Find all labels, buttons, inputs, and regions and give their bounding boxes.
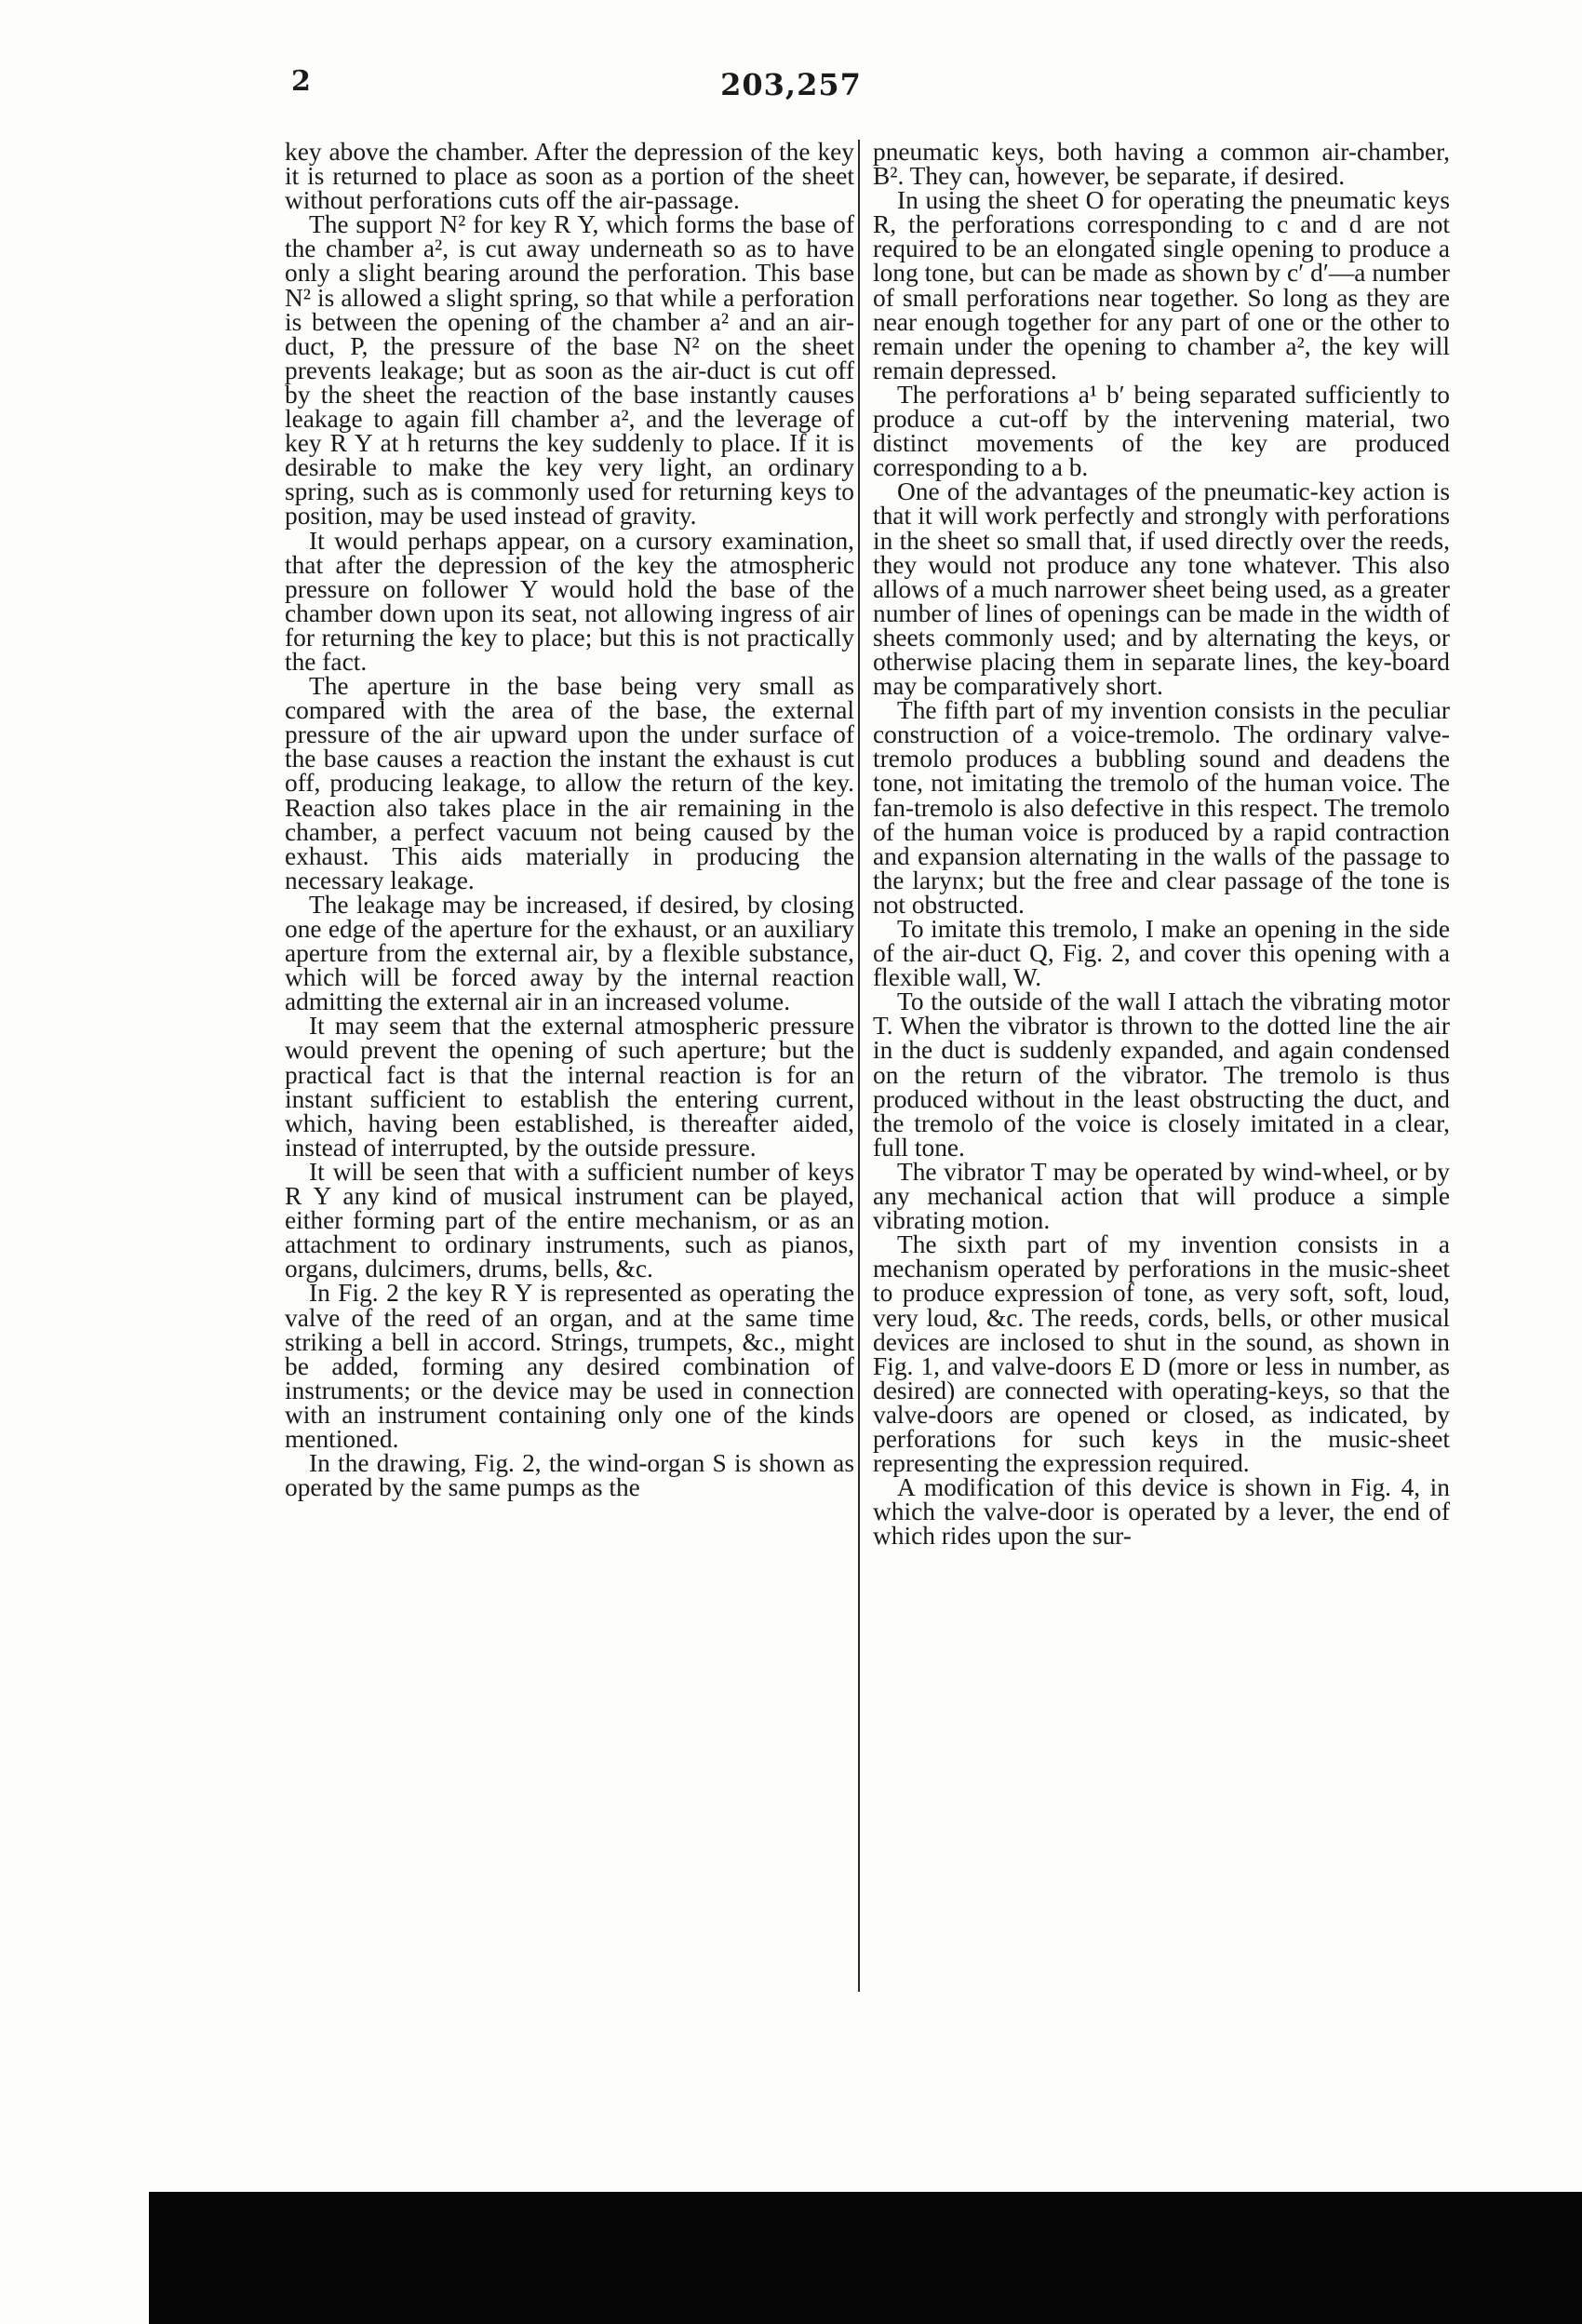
left-column (285, 138, 854, 1502)
paragraph: In Fig. 2 the key R Y is represented as operating the valve of the reed of an organ, and at the same time striking a bell in accord. Strings, trumpets, &c., might be added, forming any desired combination of instruments; or the device may be used in connection with an instrument containing only one of the kinds mentioned. (285, 1279, 854, 1453)
paragraph: To the outside of the wall I attach the vibrating motor T. When the vibrator is thrown to the dotted line the air in the duct is suddenly expanded, and again condensed on the return of the vibrator. The tremolo is thus produced without in the least obstructing the duct, and the tremolo of the voice is closely imitated in a clear, full tone. (873, 987, 1450, 1162)
paragraph: key above the chamber. After the depression of the key it is returned to place as soon as a portion of the sheet without perforations cuts off the air-passage. (285, 138, 854, 215)
column-divider (858, 140, 860, 1992)
paragraph: The fifth part of my invention consists in the peculiar construction of a voice-tremolo. The ordinary valve-tremolo produces a bubbling sound and deadens the tone, not imitating the tremolo of the human voice. The fan-tremolo is also defective in this respect. The tremolo of the human voice is produced by a rapid contraction and expansion alternating in the walls of the passage to the larynx; but the free and clear passage of the tone is not obstructed. (873, 696, 1450, 919)
paragraph: pneumatic keys, both having a common air-chamber, B². They can, however, be separate, if desired. (873, 138, 1450, 191)
paragraph: The sixth part of my invention consists in a mechanism operated by perforations in the music-sheet to produce expression of tone, as very soft, soft, loud, very loud, &c. The reeds, cords, bells, or other musical devices are inclosed to shut in the sound, as shown in Fig. 1, and valve-doors E D (more or less in number, as desired) are connected with operating-keys, so that the valve-doors are opened or closed, as indicated, by perforations for such keys in the music-sheet representing the expression required. (873, 1230, 1450, 1478)
page-number: 2 (291, 65, 311, 98)
right-column (873, 138, 1450, 1551)
paragraph: A modification of this device is shown in Fig. 4, in which the valve-door is operated by a lever, the end of which rides upon the sur- (873, 1473, 1450, 1551)
paragraph: It will be seen that with a sufficient number of keys R Y any kind of musical instrument can be played, either forming part of the entire mechanism, or as an attachment to ordinary instruments, such as pianos, organs, dulcimers, drums, bells, &c. (285, 1157, 854, 1283)
paragraph: In the drawing, Fig. 2, the wind-organ S is shown as operated by the same pumps as the (285, 1449, 854, 1502)
scan-margin-shadow (149, 2192, 1582, 2324)
paragraph: It may seem that the external atmospheric pressure would prevent the opening of such aperture; but the practical fact is that the internal reaction is for an instant sufficient to establish the entering current, which, having been established, is thereafter aided, instead of interrupted, by the outside pressure. (285, 1012, 854, 1162)
paragraph: The support N² for key R Y, which forms the base of the chamber a², is cut away underneath so as to have only a slight bearing around the perforation. This base N² is allowed a slight spring, so that while a perforation is between the opening of the chamber a² and an air-duct, P, the pressure of the base N² on the sheet prevents leakage; but as soon as the air-duct is cut off by the sheet the reaction of the base instantly causes leakage to again fill chamber a², and the leverage of key R Y at h returns the key suddenly to place. If it is desirable to make the key very light, an ordinary spring, such as is commonly used for returning keys to position, may be used instead of gravity. (285, 210, 854, 531)
paragraph: The vibrator T may be operated by wind-wheel, or by any mechanical action that will produce a simple vibrating motion. (873, 1157, 1450, 1235)
paragraph: One of the advantages of the pneumatic-key action is that it will work perfectly and strongly with perforations in the sheet so small that, if used directly over the reeds, they would not produce any tone whatever. This also allows of a much narrower sheet being used, as a greater number of lines of openings can be made in the width of sheets commonly used; and by alternating the keys, or otherwise placing them in separate lines, the key-board may be comparatively short. (873, 477, 1450, 701)
paragraph: The leakage may be increased, if desired, by closing one edge of the aperture for the exhaust, or an auxiliary aperture from the external air, by a flexible substance, which will be forced away by the internal reaction admitting the external air in an increased volume. (285, 890, 854, 1016)
paragraph: In using the sheet O for operating the pneumatic keys R, the perforations corresponding to c and d are not required to be an elongated single opening to produce a long tone, but can be made as shown by c′ d′—a number of small perforations near together. So long as they are near enough together for any part of one or the other to remain under the opening to chamber a², the key will remain depressed. (873, 186, 1450, 384)
paragraph: The aperture in the base being very small as compared with the area of the base, the external pressure of the air upward upon the under surface of the base causes a reaction the instant the exhaust is cut off, producing leakage, to allow the return of the key. Reaction also takes place in the air remaining in the chamber, a perfect vacuum not being caused by the exhaust. This aids materially in producing the necessary leakage. (285, 672, 854, 894)
patent-number: 203,257 (720, 67, 862, 102)
paragraph: The perforations a¹ b′ being separated sufficiently to produce a cut-off by the intervening material, two distinct movements of the key are produced corresponding to a b. (873, 380, 1450, 482)
paragraph: To imitate this tremolo, I make an opening in the side of the air-duct Q, Fig. 2, and cover this opening with a flexible wall, W. (873, 915, 1450, 992)
paragraph: It would perhaps appear, on a cursory examination, that after the depression of the key the atmospheric pressure on follower Y would hold the base of the chamber down upon its seat, not allowing ingress of air for returning the key to place; but this is not practically the fact. (285, 526, 854, 676)
